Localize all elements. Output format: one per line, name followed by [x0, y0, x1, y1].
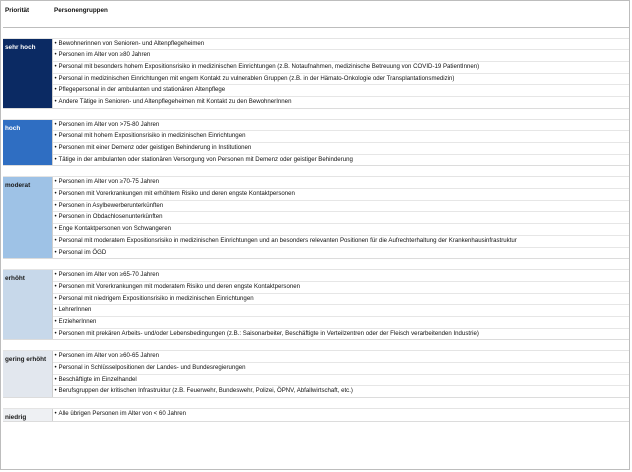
bullet-icon: •	[54, 155, 57, 163]
list-item-text: Enge Kontaktpersonen von Schwangeren	[58, 225, 171, 233]
list-item	[53, 236, 630, 248]
list-item	[53, 201, 630, 213]
list-item	[53, 62, 630, 74]
list-item	[53, 143, 630, 155]
list-item	[53, 39, 630, 51]
list-item-text: Personen im Alter von ≥65-70 Jahren	[58, 271, 160, 279]
list-item-text: Personen im Alter von ≥60-65 Jahren	[58, 352, 160, 360]
bullet-icon: •	[54, 282, 57, 290]
list-item-text: Alle übrigen Personen im Alter von < 60 Jahren	[58, 410, 187, 418]
bullet-icon: •	[54, 236, 57, 244]
bullet-icon: •	[54, 387, 57, 395]
spacer-row	[3, 166, 629, 177]
list-item	[53, 351, 630, 363]
list-item	[53, 120, 630, 132]
bullet-icon: •	[54, 352, 57, 360]
list-item-text: Personal mit niedrigem Expositionsrisiko in medizinischen Einrichtungen	[58, 294, 254, 302]
list-item-text: Personal mit besonders hohem Expositionsrisiko in medizinischen Einrichtungen (z.B. Notaufnahmen, medizinische Betreuung von COVID-19 PatientInnen)	[58, 62, 480, 70]
list-item-text: ErzieherInnen	[58, 317, 97, 325]
list-item	[53, 131, 630, 143]
header-row	[3, 3, 629, 27]
list-item-text: Personal mit hohem Expositionsrisiko in medizinischen Einrichtungen	[58, 132, 246, 140]
bullet-icon: •	[54, 410, 57, 418]
bullet-icon: •	[54, 190, 57, 198]
spacer-row	[3, 398, 629, 409]
bullet-icon: •	[54, 271, 57, 279]
list-item	[53, 363, 630, 375]
list-item	[53, 248, 630, 259]
list-item-text: Personen mit einer Demenz oder geistigen Behinderung in Institutionen	[58, 144, 252, 151]
priority-label: erhöht	[3, 270, 52, 340]
list-item-text: Tätige in der ambulanten oder stationären Versorgung von Personen mit Demenz oder geistiger Behinderung	[58, 155, 353, 163]
list-item-text: Personen mit Vorerkrankungen mit moderatem Risiko und deren engste Kontaktpersonen	[58, 282, 301, 290]
list-item-text: Personal im ÖGD	[58, 248, 107, 256]
priority-group-row	[3, 177, 629, 259]
list-item	[53, 97, 630, 108]
list-item	[53, 224, 630, 236]
list-item	[53, 212, 630, 224]
list-item-text: Personen in Obdachlosenunterkünften	[58, 213, 163, 221]
list-item-text: Personen mit prekären Arbeits- und/oder Lebensbedingungen (z.B.: Saisonarbeiter, Beschäftigte in Verteilzentren oder der Fleisch verarbeitenden Industrie)	[58, 329, 479, 337]
priority-group-row	[3, 409, 629, 422]
list-item	[53, 50, 630, 62]
list-item	[53, 177, 630, 189]
bullet-icon: •	[54, 120, 57, 128]
list-item	[53, 74, 630, 86]
spacer-row	[3, 108, 629, 119]
priority-label: hoch	[3, 119, 52, 166]
list-item	[53, 329, 630, 340]
header-groups: Personengruppen	[52, 3, 629, 27]
list-item	[53, 155, 630, 166]
group-list	[52, 38, 629, 108]
group-list	[52, 119, 629, 166]
bullet-icon: •	[54, 132, 57, 140]
bullet-icon: •	[54, 317, 57, 325]
bullet-icon: •	[54, 364, 57, 371]
list-item-text: Bewohnerinnen von Senioren- und Altenpflegeheimen	[58, 39, 205, 47]
list-item	[53, 189, 630, 201]
list-item-text: Personen im Alter von ≥70-75 Jahren	[58, 178, 160, 186]
list-item	[53, 375, 630, 387]
bullet-icon: •	[54, 306, 57, 314]
list-item-text: Berufsgruppen der kritischen Infrastruktur (z.B. Feuerwehr, Bundeswehr, Polizei, ÖPNV, Abfallwirtschaft, etc.)	[58, 387, 353, 395]
list-item	[53, 282, 630, 294]
list-item-text: Personen in Asylbewerberunterkünften	[58, 201, 164, 209]
list-item-text: Personen im Alter von >75-80 Jahren	[58, 120, 160, 128]
group-list	[52, 409, 629, 422]
priority-label: moderat	[3, 177, 52, 259]
bullet-icon: •	[54, 97, 57, 105]
bullet-icon: •	[54, 375, 57, 383]
list-item-text: Personal mit moderatem Expositionsrisiko in medizinischen Einrichtungen und an besonders relevanten Positionen für die Aufrechterhaltung der Krankenhausinfrastruktur	[58, 236, 517, 244]
list-item	[53, 294, 630, 306]
priority-group-row	[3, 351, 629, 398]
list-item	[53, 317, 630, 329]
priority-group-row	[3, 119, 629, 166]
priority-group-row	[3, 38, 629, 108]
bullet-icon: •	[54, 86, 57, 94]
list-item	[53, 270, 630, 282]
spacer-row	[3, 422, 629, 429]
list-item	[53, 85, 630, 97]
bullet-icon: •	[54, 62, 57, 70]
list-item-text: Andere Tätige in Senioren- und Altenpflegeheimen mit Kontakt zu den BewohnerInnen	[58, 97, 292, 105]
list-item-text: Personen im Alter von ≥80 Jahren	[58, 51, 151, 59]
list-item-text: Personal in medizinischen Einrichtungen mit engem Kontakt zu vulnerablen Gruppen (z.B. in der Hämato-Onkologie oder Transplantationsmedizin)	[58, 74, 455, 82]
list-item-text: Personal in Schlüsselpositionen der Landes- und Bundesregierungen	[58, 364, 246, 371]
group-list	[52, 351, 629, 398]
priority-group-row	[3, 270, 629, 340]
list-item-text: Personen mit Vorerkrankungen mit erhöhtem Risiko und deren engste Kontaktpersonen	[58, 190, 295, 198]
group-list	[52, 177, 629, 259]
bullet-icon: •	[54, 144, 57, 151]
bullet-icon: •	[54, 201, 57, 209]
list-item	[53, 305, 630, 317]
list-item-text: Pflegepersonal in der ambulanten und stationären Altenpflege	[58, 86, 226, 94]
group-list	[52, 270, 629, 340]
list-item-text: Beschäftigte im Einzelhandel	[58, 375, 137, 383]
priority-table	[3, 3, 629, 428]
bullet-icon: •	[54, 213, 57, 221]
header-priority: Priorität	[3, 3, 52, 27]
priority-label: niedrig	[3, 409, 52, 422]
spacer-row	[3, 27, 629, 38]
spacer-row	[3, 259, 629, 270]
bullet-icon: •	[54, 51, 57, 59]
bullet-icon: •	[54, 294, 57, 302]
list-item	[53, 386, 630, 397]
list-item	[53, 409, 630, 420]
bullet-icon: •	[54, 39, 57, 47]
bullet-icon: •	[54, 329, 57, 337]
spacer-row	[3, 340, 629, 351]
list-item-text: LehrerInnen	[58, 306, 92, 314]
bullet-icon: •	[54, 225, 57, 233]
priority-label: sehr hoch	[3, 38, 52, 108]
priority-label: gering erhöht	[3, 351, 52, 398]
bullet-icon: •	[54, 178, 57, 186]
bullet-icon: •	[54, 248, 57, 256]
bullet-icon: •	[54, 74, 57, 82]
